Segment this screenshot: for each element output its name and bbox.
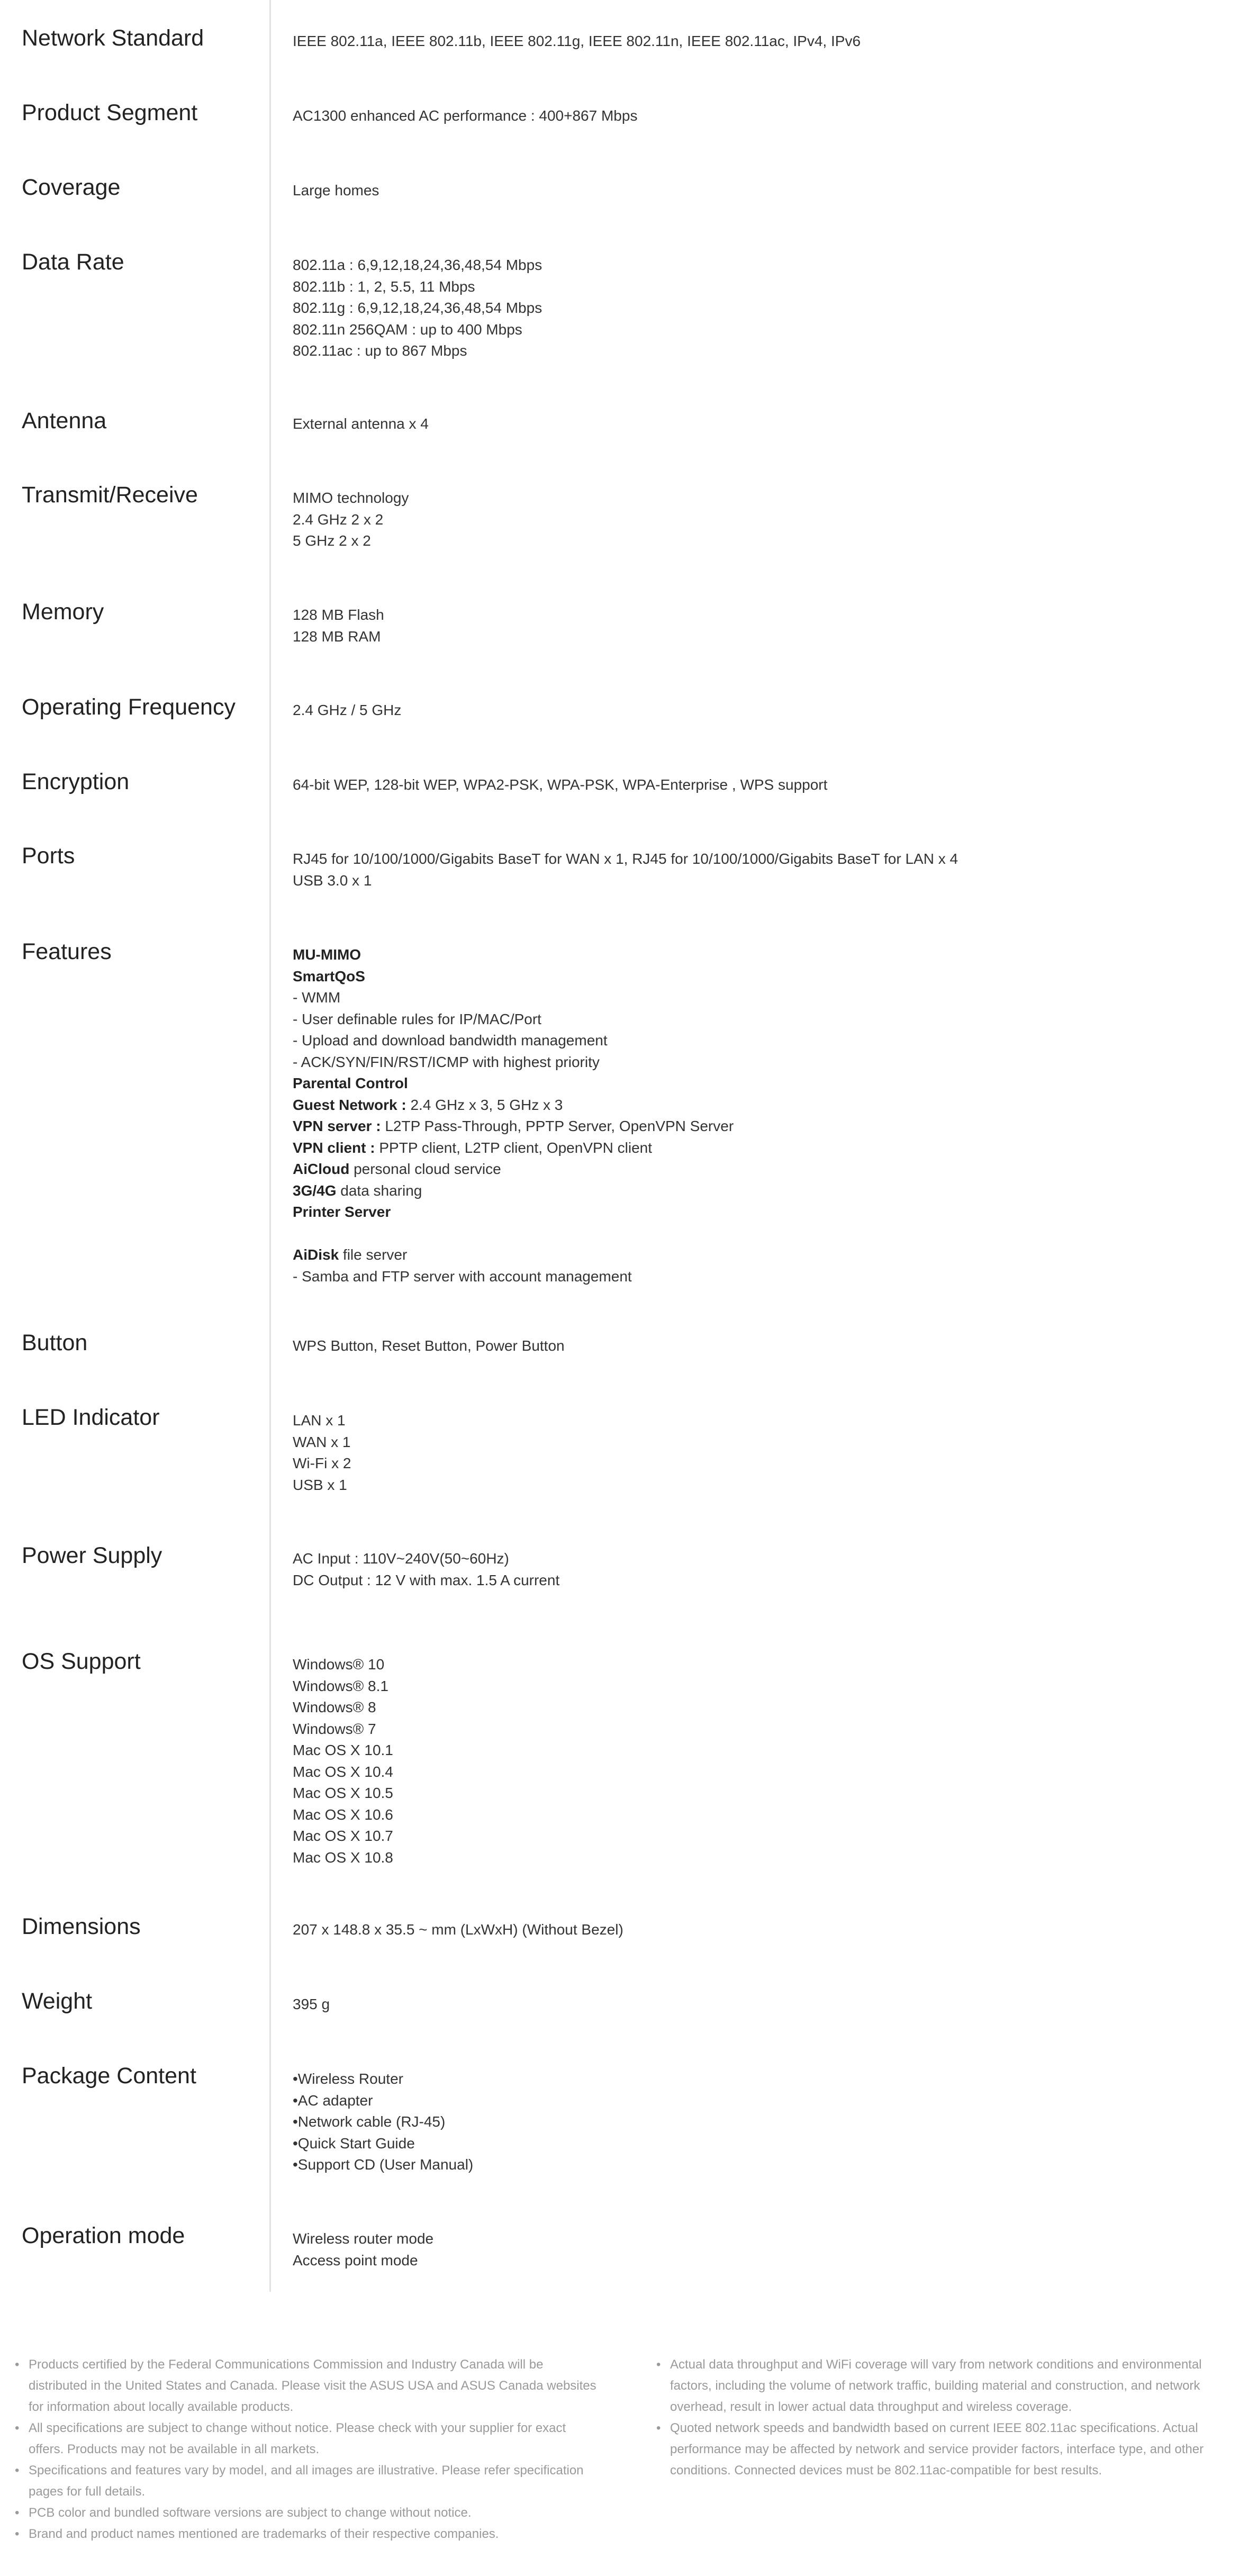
spec-value-line	[293, 1676, 1224, 1697]
spec-value-text: Wi-Fi x 2	[293, 1455, 351, 1471]
spec-label: Button	[22, 1330, 88, 1355]
footnote-item	[656, 2418, 1223, 2481]
spec-value-text: Mac OS X 10.8	[293, 1849, 393, 1866]
spec-label: Features	[22, 939, 112, 964]
spec-value-emphasis: Guest Network :	[293, 1096, 406, 1113]
spec-value-text: Mac OS X 10.4	[293, 1763, 393, 1780]
footnote-item	[656, 2354, 1223, 2418]
spec-value-line	[293, 180, 1224, 202]
spec-label: Dimensions	[22, 1914, 141, 1939]
footnote-item	[15, 2502, 597, 2524]
spec-value-emphasis: Printer Server	[293, 1204, 391, 1220]
spec-value	[293, 2228, 1224, 2271]
spec-value-text: USB 3.0 x 1	[293, 872, 372, 889]
spec-value	[293, 700, 1224, 721]
footnote-item	[15, 2354, 597, 2418]
footnotes	[0, 2354, 1239, 2566]
spec-value-line	[293, 413, 1224, 435]
bullet-icon: •	[15, 2506, 20, 2520]
spec-value-line	[293, 1095, 1224, 1116]
spec-value-text: - WMM	[293, 989, 341, 1006]
spec-label: Operation mode	[22, 2223, 185, 2248]
spec-value-text: 128 MB Flash	[293, 607, 384, 623]
spec-value-line	[293, 2090, 1224, 2112]
spec-value	[293, 487, 1224, 552]
spec-value-text: Wireless router mode	[293, 2230, 434, 2247]
spec-value-line	[293, 2068, 1224, 2090]
spec-value-emphasis: VPN server :	[293, 1118, 381, 1134]
spec-value-line	[293, 1244, 1224, 1266]
spec-value-line	[293, 31, 1224, 52]
spec-value-line	[293, 1201, 1224, 1223]
spec-value-text: RJ45 for 10/100/1000/Gigabits BaseT for WAN x 1, RJ45 for 10/100/1000/Gigabits BaseT for LAN x 4	[293, 851, 958, 867]
spec-value	[293, 31, 1224, 52]
spec-value-line	[293, 1847, 1224, 1869]
spec-value-text: •Wireless Router	[293, 2071, 403, 2087]
spec-value-line	[293, 1994, 1224, 2015]
footnote-text: Brand and product names mentioned are trademarks of their respective companies.	[29, 2527, 499, 2541]
spec-value	[293, 1410, 1224, 1496]
spec-value-text: •Network cable (RJ-45)	[293, 2113, 446, 2130]
spec-value-line	[293, 774, 1224, 796]
spec-value-line	[293, 1180, 1224, 1202]
spec-label: Operating Frequency	[22, 694, 236, 720]
footnote-text: Actual data throughput and WiFi coverage will vary from network conditions and environmental factors, including the volume of network traffic, building material and construction, and network overhead, result in lower actual data throughput and wireless coverage.	[670, 2357, 1202, 2414]
spec-value-line	[293, 340, 1224, 362]
spec-value-text: PPTP client, L2TP client, OpenVPN client	[375, 1139, 653, 1156]
spec-value-line	[293, 1697, 1224, 1719]
spec-value-text: WPS Button, Reset Button, Power Button	[293, 1337, 565, 1354]
spec-value-text: - User definable rules for IP/MAC/Port	[293, 1010, 541, 1027]
spec-value-line	[293, 1335, 1224, 1357]
column-divider	[269, 0, 271, 2292]
spec-value-text: Mac OS X 10.5	[293, 1785, 393, 1801]
spec-value-text: WAN x 1	[293, 1433, 351, 1450]
spec-value-text: MIMO technology	[293, 490, 409, 506]
footnote-text: Products certified by the Federal Communications Commission and Industry Canada will be distributed in the United States and Canada. Please visit the ASUS USA and ASUS Canada websites for information about locally available products.	[29, 2357, 596, 2414]
spec-value-text: •AC adapter	[293, 2092, 373, 2109]
spec-value-text: - Samba and FTP server with account management	[293, 1268, 632, 1285]
bullet-icon: •	[15, 2421, 20, 2435]
spec-value-text: 207 x 148.8 x 35.5 ~ mm (LxWxH) (Without Bezel)	[293, 1921, 623, 1938]
spec-value-text: - Upload and download bandwidth management	[293, 1032, 608, 1049]
spec-value	[293, 944, 1224, 1287]
spec-value-line	[293, 2250, 1224, 2272]
spec-value-line	[293, 105, 1224, 127]
spec-label: Ports	[22, 843, 75, 869]
spec-value-line	[293, 2228, 1224, 2250]
spec-value-line	[293, 944, 1224, 966]
spec-value	[293, 413, 1224, 435]
spec-value-text: file server	[339, 1246, 408, 1263]
spec-value	[293, 255, 1224, 362]
spec-value-line	[293, 1009, 1224, 1031]
spec-value-line	[293, 2154, 1224, 2176]
spec-value-line	[293, 1548, 1224, 1570]
spec-value-line	[293, 1475, 1224, 1496]
spec-value-line	[293, 1740, 1224, 1761]
spec-value-line	[293, 1116, 1224, 1137]
footnote-item	[15, 2460, 597, 2502]
spec-value-line	[293, 487, 1224, 509]
spec-value-text: 802.11a : 6,9,12,18,24,36,48,54 Mbps	[293, 257, 542, 273]
spec-value-line	[293, 1159, 1224, 1180]
spec-label: Encryption	[22, 769, 130, 794]
spec-value-text: Access point mode	[293, 2252, 418, 2268]
spec-value-text: 5 GHz 2 x 2	[293, 532, 371, 549]
spec-value-text: Windows® 10	[293, 1656, 385, 1673]
spec-label: Network Standard	[22, 25, 204, 51]
footnote-text: PCB color and bundled software versions are subject to change without notice.	[29, 2506, 472, 2520]
spec-value-line	[293, 1073, 1224, 1095]
spec-value-text: Mac OS X 10.6	[293, 1806, 393, 1823]
footnote-item	[15, 2524, 597, 2545]
spec-label: Antenna	[22, 408, 107, 433]
spec-value-text: 802.11b : 1, 2, 5.5, 11 Mbps	[293, 278, 475, 295]
spec-value-line	[293, 987, 1224, 1009]
spec-label: Weight	[22, 1989, 93, 2014]
spec-value-line	[293, 626, 1224, 648]
spec-value-text: 395 g	[293, 1996, 330, 2012]
spec-value	[293, 1654, 1224, 1868]
spec-label: Memory	[22, 599, 104, 625]
spec-value-line	[293, 255, 1224, 276]
bullet-icon: •	[15, 2527, 20, 2541]
spec-value-line	[293, 1919, 1224, 1941]
spec-value-text: Large homes	[293, 182, 379, 198]
spec-value-line	[293, 1223, 1224, 1245]
bullet-icon: •	[15, 2463, 20, 2478]
spec-value-line	[293, 966, 1224, 988]
spec-value-text: AC1300 enhanced AC performance : 400+867 Mbps	[293, 107, 638, 124]
spec-value-line	[293, 848, 1224, 870]
spec-value-text: External antenna x 4	[293, 415, 429, 432]
spec-value-text: IEEE 802.11a, IEEE 802.11b, IEEE 802.11g, IEEE 802.11n, IEEE 802.11ac, IPv4, IPv6	[293, 33, 861, 49]
spec-value-line	[293, 530, 1224, 552]
spec-value-line	[293, 1030, 1224, 1052]
spec-value-text: Windows® 7	[293, 1720, 376, 1737]
spec-value-line	[293, 319, 1224, 341]
spec-value-text: •Quick Start Guide	[293, 2135, 415, 2152]
spec-value-line	[293, 700, 1224, 721]
spec-label: Coverage	[22, 175, 121, 200]
spec-value-text: data sharing	[336, 1182, 422, 1199]
footnote-text: Quoted network speeds and bandwidth based on current IEEE 802.11ac specifications. Actual performance may be affected by network and service provider factors, interface type, and other conditions. Connected devices must be 802.11ac-compatible for best results.	[670, 2421, 1204, 2478]
spec-value-line	[293, 2111, 1224, 2133]
spec-value-line	[293, 1719, 1224, 1740]
bullet-icon: •	[656, 2357, 661, 2372]
spec-value	[293, 848, 1224, 891]
spec-value-text: 802.11n 256QAM : up to 400 Mbps	[293, 321, 522, 338]
spec-label: OS Support	[22, 1649, 141, 1674]
bullet-icon: •	[15, 2357, 20, 2372]
spec-value-text: LAN x 1	[293, 1412, 346, 1429]
spec-value-line	[293, 1825, 1224, 1847]
spec-value-emphasis: MU-MIMO	[293, 946, 361, 963]
spec-value	[293, 1335, 1224, 1357]
spec-value	[293, 105, 1224, 127]
spec-value-text: Windows® 8	[293, 1699, 376, 1715]
spec-value	[293, 604, 1224, 647]
spec-value-emphasis: Parental Control	[293, 1075, 408, 1091]
spec-value-emphasis: SmartQoS	[293, 968, 365, 984]
spec-value-line	[293, 297, 1224, 319]
spec-value-line	[293, 276, 1224, 298]
spec-value-text: 128 MB RAM	[293, 628, 381, 645]
footnotes-right-column	[656, 2354, 1223, 2481]
spec-value-line	[293, 2133, 1224, 2155]
spec-value-text: USB x 1	[293, 1476, 347, 1493]
spec-value-line	[293, 1761, 1224, 1783]
spec-value-line	[293, 1266, 1224, 1288]
spec-value	[293, 1994, 1224, 2015]
spec-value	[293, 180, 1224, 202]
footnote-item	[15, 2418, 597, 2460]
bullet-icon: •	[656, 2421, 661, 2435]
footnote-text: All specifications are subject to change without notice. Please check with your supplier for exact offers. Products may not be available in all markets.	[29, 2421, 566, 2456]
spec-label: LED Indicator	[22, 1405, 160, 1430]
spec-value-line	[293, 1570, 1224, 1592]
spec-value-text: 64-bit WEP, 128-bit WEP, WPA2-PSK, WPA-PSK, WPA-Enterprise , WPS support	[293, 776, 828, 793]
spec-value-text: personal cloud service	[349, 1161, 501, 1177]
spec-label: Product Segment	[22, 100, 198, 125]
spec-value-text: 2.4 GHz x 3, 5 GHz x 3	[406, 1096, 563, 1113]
spec-value-line	[293, 1783, 1224, 1804]
spec-value-text: Windows® 8.1	[293, 1677, 388, 1694]
spec-value-text: 802.11g : 6,9,12,18,24,36,48,54 Mbps	[293, 300, 542, 316]
spec-value-emphasis: 3G/4G	[293, 1182, 337, 1199]
spec-label: Power Supply	[22, 1543, 162, 1568]
spec-value	[293, 1548, 1224, 1591]
spec-value-line	[293, 509, 1224, 531]
spec-value-emphasis: VPN client :	[293, 1139, 375, 1156]
spec-value-line	[293, 604, 1224, 626]
spec-value-text: AC Input : 110V~240V(50~60Hz)	[293, 1550, 509, 1567]
spec-value-text: •Support CD (User Manual)	[293, 2156, 474, 2173]
spec-value-text: L2TP Pass-Through, PPTP Server, OpenVPN Server	[381, 1118, 734, 1134]
spec-value-emphasis: AiCloud	[293, 1161, 350, 1177]
footnotes-left-column	[15, 2354, 597, 2545]
spec-value-text: DC Output : 12 V with max. 1.5 A current	[293, 1571, 560, 1588]
spec-value-line	[293, 1052, 1224, 1073]
spec-value-text: Mac OS X 10.1	[293, 1742, 393, 1758]
spec-value-text: - ACK/SYN/FIN/RST/ICMP with highest priority	[293, 1053, 600, 1070]
spec-value	[293, 1919, 1224, 1941]
spec-value-text: Mac OS X 10.7	[293, 1828, 393, 1844]
spec-value	[293, 774, 1224, 796]
spec-label: Data Rate	[22, 249, 124, 275]
spec-value-emphasis: AiDisk	[293, 1246, 339, 1263]
spec-value-line	[293, 1137, 1224, 1159]
spec-value-text: 2.4 GHz / 5 GHz	[293, 702, 402, 718]
spec-value	[293, 2068, 1224, 2176]
spec-value-line	[293, 1804, 1224, 1826]
spec-value-text: 802.11ac : up to 867 Mbps	[293, 342, 467, 359]
spec-label: Package Content	[22, 2063, 196, 2089]
spec-value-line	[293, 870, 1224, 892]
spec-value-line	[293, 1453, 1224, 1475]
footnote-text: Specifications and features vary by model, and all images are illustrative. Please refer specification pages for full details.	[29, 2463, 584, 2499]
spec-value-line	[293, 1654, 1224, 1676]
spec-value-text: 2.4 GHz 2 x 2	[293, 511, 384, 528]
spec-value-line	[293, 1410, 1224, 1432]
spec-label: Transmit/Receive	[22, 482, 198, 508]
spec-value-line	[293, 1432, 1224, 1453]
